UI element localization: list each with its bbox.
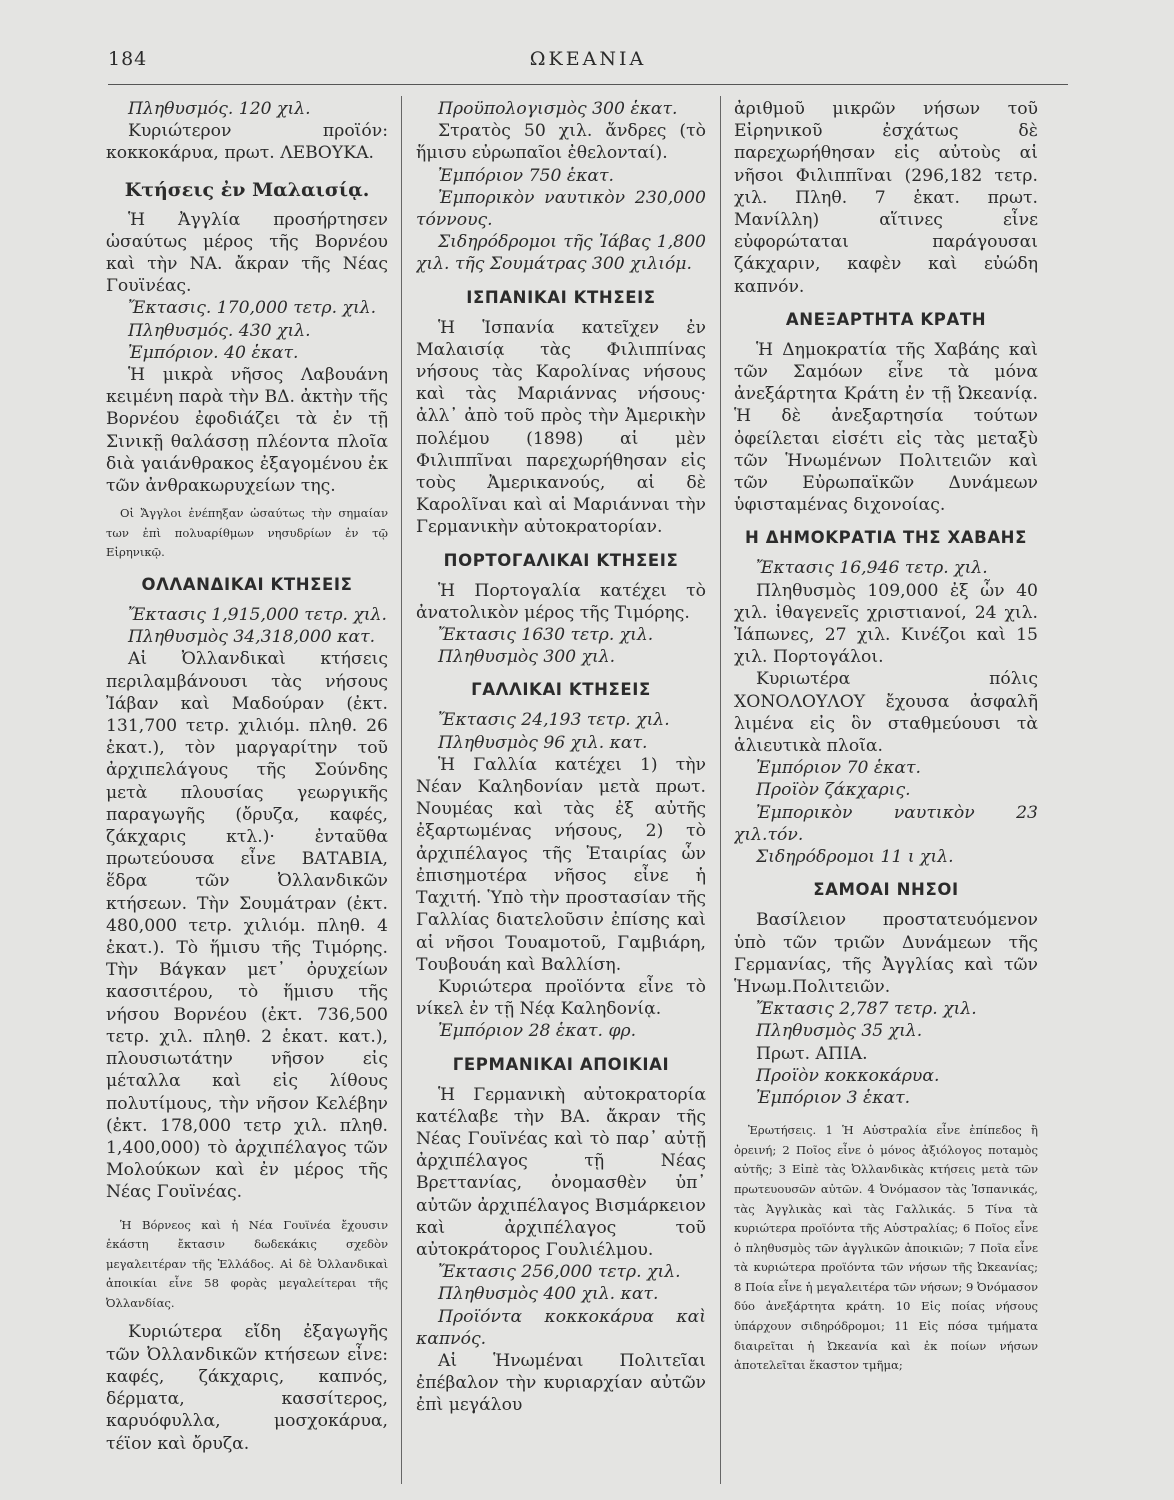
paragraph: Βασίλειον προστατευόμενον ὑπὸ τῶν τριῶν Δυνάμεων τῆς Γερμανίας, τῆς Ἀγγλίας καὶ τῶν Ἡνωμ.Πολιτειῶν. <box>734 910 1038 997</box>
paragraph: Ἡ Γερμανικὴ αὐτοκρατορία κατέλαβε τὴν ΒΑ. ἄκραν τῆς Νέας Γουϊνέας καὶ τὸ παρ᾽ αὐτῇ ἀρχιπέλαγος τῇ Νέας Βρεττανίας, ὀνομασθὲν ὑπ᾽ αὐτῶν ἀρχιπέλαγος Βισμάρκειον καὶ ἀρχιπέλαγος τοῦ αὐτοκράτορος Γουλιέλμου. <box>416 1084 706 1260</box>
header-rule <box>108 84 1068 85</box>
paragraph: Ἡ Ἀγγλία προσήρτησεν ὡσαύτως μέρος τῆς Βορνέου καὶ τὴν ΝΑ. ἄκραν τῆς Νέας Γουϊνέας. <box>106 209 388 297</box>
paragraph: Στρατὸς 50 χιλ. ἄνδρες (τὸ ἥμισυ εὐρωπαῖοι ἐθελονταί). <box>416 121 706 164</box>
paragraph: Πληθυσμὸς 96 χιλ. κατ. <box>438 732 648 753</box>
paragraph: Ἡ Γαλλία κατέχει 1) τὴν Νέαν Καληδονίαν μετὰ πρωτ. Νουμέας καὶ τὰς ἐξ αὐτῆς ἐξαρτωμένας νήσους, 2) τὸ ἀρχιπέλαγος τῆς Ἑταιρίας ὧν ἐπισημοτέρα νῆσος εἶνε ἡ Ταχιτή. Ὑπὸ τὴν προστασίαν τῆς Γαλλίας διατελοῦσιν ἐπίσης καὶ αἱ νῆσοι Τουαμοτοῦ, Γαμβιάρη, Τουβουάη καὶ Βαλλίση. <box>416 754 706 975</box>
paragraph: Προϊόντα κοκκοκάρυα καὶ καπνός. <box>416 1306 706 1349</box>
section-heading-malaisia: Κτήσεις ἐν Μαλαισίᾳ. <box>124 178 370 201</box>
paragraph: Πληθυσμὸς 400 χιλ. κατ. <box>438 1284 659 1305</box>
paragraph: Προϋπολογισμὸς 300 ἑκατ. <box>438 99 678 119</box>
paragraph: Ἔκτασις. 170,000 τετρ. χιλ. <box>128 298 377 319</box>
paragraph: Ἐμπορικὸν ναυτικὸν 230,000 τόννους. <box>416 187 706 231</box>
section-heading-french: ΓΑΛΛΙΚΑΙ ΚΤΗΣΕΙΣ <box>471 680 651 700</box>
paragraph: Πληθυσμός. 430 χιλ. <box>128 320 311 341</box>
section-heading-samoa: ΣΑΜΟΑΙ ΝΗΣΟΙ <box>813 880 959 900</box>
paragraph: Ἐμπόριον 28 ἑκατ. φρ. <box>438 1021 637 1042</box>
column-2 <box>416 98 706 1488</box>
footnote: Οἱ Ἄγγλοι ἐνέπηξαν ὡσαύτως τὴν σημαίαν των ἐπὶ πολυαρίθμων νησυδρίων ἐν τῷ Εἰρηνικῷ. <box>106 506 388 560</box>
section-heading-spanish: ΙΣΠΑΝΙΚΑΙ ΚΤΗΣΕΙΣ <box>466 287 656 307</box>
paragraph: Ἔκτασις 24,193 τετρ. χιλ. <box>438 710 670 731</box>
paragraph: Ἐμπόριον 750 ἑκατ. <box>438 165 614 186</box>
paragraph: Αἱ Ὀλλανδικαὶ κτήσεις περιλαμβάνουσι τὰς νήσους Ἰάβαν καὶ Μαδούραν (ἐκτ. 131,700 τετρ. χιλιόμ. πληθ. 26 ἑκατ.), τὸν μαργαρίτην τοῦ ἀρχιπελάγους τῆς Σούνδης μετὰ πλουσίας γεωργικῆς παραγωγῆς (ὄρυζα, καφές, ζάκχαρις κτλ.)· ἐνταῦθα πρωτεύουσα εἶνε ΒΑΤΑΒΙΑ, ἕδρα τῶν Ὀλλανδικῶν κτήσεων. Τὴν Σουμάτραν (ἐκτ. 480,000 τετρ. χιλιόμ. πληθ. 4 ἑκατ.). Τὸ ἥμισυ τῆς Τιμόρης. Τὴν Βάγκαν μετ᾽ ὀρυχείων κασσιτέρου, τὸ ἥμισυ τῆς νήσου Βορνέου (ἐκτ. 736,500 τετρ. χιλ. πληθ. 2 ἑκατ. κατ.), πλουσιωτάτην νῆσον εἰς μέταλλα καὶ εἰς λίθους πολυτίμους, τὴν νῆσον Κελέβην (ἐκτ. 178,000 τετρ χιλ. πληθ. 1,400,000) τὸ ἀρχιπέλαγος τῶν Μολούκων καὶ ἐν μέρος τῆς Νέας Γουϊνέας. <box>106 649 388 1203</box>
page-header <box>108 44 1068 78</box>
questions-block: Ἐρωτήσεις. 1 Ἡ Αὐστραλία εἶνε ἐπίπεδος ἢ ὀρεινή; 2 Ποῖος εἶνε ὁ μόνος ἀξιόλογος ποταμὸς αὐτῆς; 3 Εἰπὲ τὰς Ὀλλανδικὰς κτήσεις μετὰ τῶν πρωτευουσῶν αὐτῶν. 4 Ὀνόμασον τὰς Ἱσπανικάς, τὰς Ἀγγλικὰς καὶ τὰς Γαλλικάς. 5 Τίνα τὰ κυριώτερα προϊόντα τῆς Αὐστραλίας; 6 Ποῖος εἶνε ὁ πληθυσμὸς τῶν ἀγγλικῶν ἀποικιῶν; 7 Ποῖα εἶνε τὰ κυριώτερα προϊόντα τῶν νήσων τῆς Ὠκεανίας; 8 Ποία εἶνε ἡ μεγαλειτέρα τῶν νήσων; 9 Ὀνόμασον δύο ἀνεξάρτητα κράτη. 10 Εἰς ποίας νήσους ὑπάρχουν σιδηρόδρομοι; 11 Εἰς πόσα τμήματα διαιρεῖται ἡ Ὠκεανία καὶ ἐκ ποίων νήσων ἀποτελεῖται ἕκαστον τμῆμα; <box>734 1123 1038 1373</box>
section-heading-german: ΓΕΡΜΑΝΙΚΑΙ ΑΠΟΙΚΙΑΙ <box>452 1054 670 1074</box>
column-divider-2 <box>720 96 721 1484</box>
paragraph: Κυριωτέρα πόλις ΧΟΝΟΛΟΥΛΟΥ ἔχουσα ἀσφαλῆ λιμένα εἰς ὃν σταθμεύουσι τὰ ἁλιευτικὰ πλοῖα. <box>734 669 1038 757</box>
paragraph: Ἡ Δημοκρατία τῆς Χαβάης καὶ τῶν Σαμόων εἶνε τὰ μόνα ἀνεξάρτητα Κράτη ἐν τῇ Ὠκεανίᾳ. Ἡ δὲ ἀνεξαρτησία τούτων ὀφείλεται εἰσέτι εἰς τὰς μεταξὺ τῶν Ἡνωμένων Πολιτειῶν καὶ τῶν Εὐρωπαϊκῶν Δυνάμεων ὑφισταμένας διχονοίας. <box>734 339 1038 516</box>
paragraph: Προϊὸν ζάκχαρις. <box>756 780 911 801</box>
column-3 <box>734 98 1038 1488</box>
paragraph: Σιδηρόδρομοι 11 ι χιλ. <box>756 847 954 868</box>
paragraph: Ἡ Ἱσπανία κατεῖχεν ἐν Μαλαισίᾳ τὰς Φιλιππίνας νήσους τὰς Καρολίνας νήσους καὶ τὰς Μαριάννας νήσους· ἀλλ᾽ ἀπὸ τοῦ πρὸς τὴν Ἀμερικὴν πολέμου (1898) αἱ μὲν Φιλιππῖναι παρεχωρήθησαν εἰς τοὺς Ἀμερικανούς, αἱ δὲ Καρολῖναι καὶ αἱ Μαριάνναι τὴν Γερμανικὴν αὐτοκρατορίαν. <box>416 317 706 538</box>
paragraph: Κυριώτερον προϊόν: κοκκοκάρυα, πρωτ. ΛΕΒΟΥΚΑ. <box>106 121 388 164</box>
paragraph: Ἡ Πορτογαλία κατέχει τὸ ἀνατολικὸν μέρος τῆς Τιμόρης. <box>416 580 706 623</box>
paragraph: Σιδηρόδρομοι τῆς Ἰάβας 1,800 χιλ. τῆς Σουμάτρας 300 χιλιόμ. <box>416 232 706 275</box>
column-divider-1 <box>401 96 402 1484</box>
paragraph: Προϊὸν κοκκοκάρυα. <box>756 1065 940 1086</box>
paragraph: Ἐμπόριον. 40 ἑκατ. <box>128 342 299 363</box>
paragraph: Ἐμπόριον 70 ἑκατ. <box>756 758 921 779</box>
paragraph: Αἱ Ἡνωμέναι Πολιτεῖαι ἐπέβαλον τὴν κυριαρχίαν αὐτῶν ἐπὶ μεγάλου <box>416 1350 706 1416</box>
paragraph: Ἔκτασις 1,915,000 τετρ. χιλ. <box>128 605 387 626</box>
section-heading-hawaii: Η ΔΗΜΟΚΡΑΤΙΑ ΤΗΣ ΧΑΒΑΗΣ <box>745 528 1027 548</box>
paragraph: Ἔκτασις 2,787 τετρ. χιλ. <box>756 999 977 1020</box>
paragraph: Πληθυσμὸς 300 χιλ. <box>438 647 616 668</box>
paragraph: Ἔκτασις 16,946 τετρ. χιλ. <box>756 558 988 579</box>
column-1 <box>106 98 388 1488</box>
running-title: ΩΚΕΑΝΙΑ <box>529 48 647 70</box>
paragraph: Πρωτ. ΑΠΙΑ. <box>756 1043 868 1064</box>
paragraph: Κυριώτερα προϊόντα εἶνε τὸ νίκελ ἐν τῇ Νέᾳ Καληδονίᾳ. <box>416 976 706 1020</box>
section-heading-hollandic: ΟΛΛΑΝΔΙΚΑΙ ΚΤΗΣΕΙΣ <box>141 575 353 595</box>
paragraph: Πληθυσμὸς 109,000 ἐξ ὧν 40 χιλ. ἰθαγενεῖς χριστιανοί, 24 χιλ. Ἰάπωνες, 27 χιλ. Κινέζοι καὶ 15 χιλ. Πορτογάλοι. <box>734 580 1038 668</box>
paragraph: Κυριώτερα εἴδη ἐξαγωγῆς τῶν Ὀλλανδικῶν κτήσεων εἶνε: καφές, ζάκχαρις, καπνός, δέρματα, κασσίτερος, καρυόφυλλα, μοσχοκάρυα, τέϊον καὶ ὄρυζα. <box>106 1322 388 1454</box>
paragraph: ἀριθμοῦ μικρῶν νήσων τοῦ Εἰρηνικοῦ ἐσχάτως δὲ παρεχωρήθησαν εἰς αὐτοὺς αἱ νῆσοι Φιλιππῖναι (296,182 τετρ. χιλ. Πληθ. 7 ἑκατ. πρωτ. Μανίλλη) αἵτινες εἶνε εὐφορώταται παράγουσαι ζάκχαριν, καφὲν καὶ εὐώδη καπνόν. <box>734 99 1038 297</box>
section-heading-portuguese: ΠΟΡΤΟΓΑΛΙΚΑΙ ΚΤΗΣΕΙΣ <box>443 550 679 570</box>
paragraph: Ἔκτασις 1630 τετρ. χιλ. <box>438 625 654 646</box>
paragraph: Ἐμπορικὸν ναυτικὸν 23 χιλ.τόν. <box>734 802 1038 845</box>
paragraph: Πληθυσμὸς 35 χιλ. <box>756 1021 923 1042</box>
page-number: 184 <box>108 48 148 70</box>
paragraph: Πληθυσμὸς 34,318,000 κατ. <box>128 627 376 648</box>
paragraph: Ἐμπόριον 3 ἑκατ. <box>756 1087 911 1108</box>
paragraph: Ἔκτασις 256,000 τετρ. χιλ. <box>438 1262 681 1283</box>
footnote: Ἡ Βόρνεος καὶ ἡ Νέα Γουϊνέα ἔχουσιν ἑκάστη ἔκτασιν δωδεκάκις σχεδὸν μεγαλειτέραν τῆς Ἑλλάδος. Αἱ δὲ Ὀλλανδικαὶ ἀποικίαι εἶνε 58 φορὰς μεγαλείτεραι τῆς Ὀλλανδίας. <box>106 1217 388 1310</box>
section-heading-independent: ΑΝΕΞΑΡΤΗΤΑ ΚΡΑΤΗ <box>785 309 987 329</box>
paragraph: Ἡ μικρὰ νῆσος Λαβουάνη κειμένη παρὰ τὴν ΒΔ. ἀκτὴν τῆς Βορνέου ἐφοδιάζει τὰ ἐν τῇ Σινικῇ θαλάσσῃ πλέοντα πλοῖα διὰ γαιάνθρακος ἐξαγομένου ἐκ τῶν ἀνθρακωρυχείων της. <box>106 365 388 497</box>
paragraph: Πληθυσμός. 120 χιλ. <box>128 99 311 119</box>
